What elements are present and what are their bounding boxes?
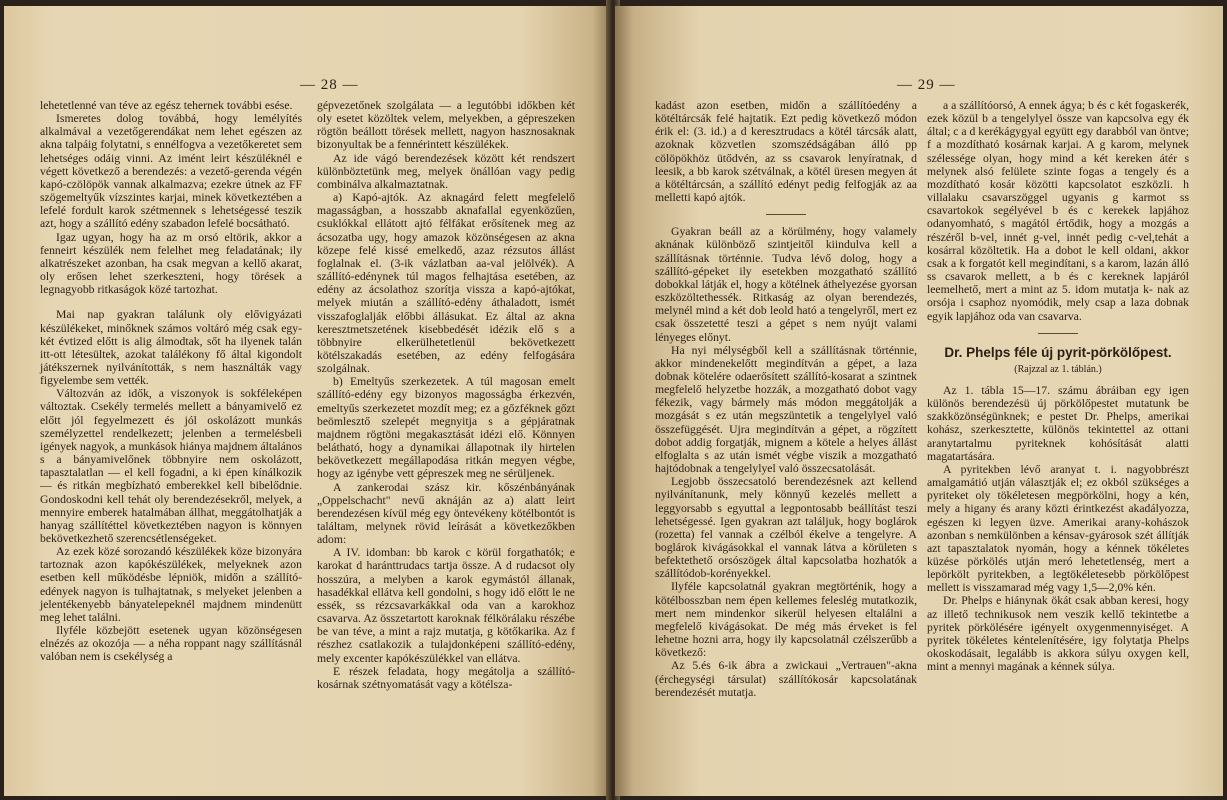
- paragraph: gépvezetőnek szolgálata — a legutóbbi időkben két oly esetet közöltek velem, melyekben, a gépreszeken rögtön beállott törések mellett, nagyon hasznosaknak bizonyultak be a fennérintett készülékek.: [317, 99, 575, 152]
- paragraph: Ilyféle közbejött esetenek ugyan közönségesen elnézés az okozója — a néha roppant nagy szállításnál valóban nem is csekélység a: [40, 624, 302, 664]
- paragraph: a a szállítóorsó, A ennek ágya; b és c két fogaskerék, ezek közül b a tengelylyel össze van kapcsolva egy ék által; c a d kerékágygyal együtt egy darabból van öntve; f a mozdítható kosárnak karjai. A g karom, melynek szélessége olyan, hogy mind a két kereken átér s melynek alsó felülete szinte fogas a tengely és a mozdítható kosár közötti kapcsolatot eszközli. h villalaku csavarszöggel ugyanis g karmot ss csavartokok segélyével b és c kerekek lapjához odanyomható, s magától értődik, hogy a mozgás a részéről b-vel, innét g-vel, innét pedig c-vel,tehát a kosárral közöltetik. Ha a dobot le kell oldani, akkor csak a k forgatót kell megindítani, s a karom, lazán álló ss csavarok mellett, a b és c kereknek lapjáról leemelhető, mert a mint az 5. idom mutatja k- nak az orsója i csaphoz nyomódik, mely csap a laza dobnak egyik lapjához oda van csavarva.: [927, 99, 1190, 323]
- paragraph: Igaz ugyan, hogy ha az m orsó eltörik, akkor a fenneirt készülék nem felelhet meg feladatának; ily alkatrészeket azonban, ha csak megvan a kellő akarat, oly erősen lehet szerkeszteni, hogy törések a legnagyobb ritkaságok közé tartozhat.: [40, 230, 302, 297]
- article-subtitle: (Rajzzal az 1. táblán.): [1014, 363, 1102, 375]
- paragraph: Az ezek közé sorozandó készülékek köze bizonyára tartoznak azon kapókészülékek, melyeknek azon esetben kell működésbe lépniök, midőn a szállító-edények nagyon is tulhajtatnak, s melyeket jelenben a jelentékenyebb bányatelepeknél majdnem mindenütt meg lehet találni.: [40, 545, 302, 624]
- page-number: — 29 —: [897, 77, 956, 93]
- paragraph: Mai nap gyakran találunk oly elővigyázati készülékeket, minőknek számos voltáró még csak egy-két évtized előtt is alig álmodtak, sőt ha ilyenek talán itt-ott létesültek, azokat találékony fő által kigondolt játékszernek nyilvánították, s nem használták vagy figyelembe sem vették.: [40, 308, 302, 388]
- paragraph: Változván az idők, a viszonyok is sokféleképen változtak. Csekély termelés mellett a bányamivelő ez előtt jól fegyelmezett és jól oskolázott munkás személyzettel rendelkezett; jelenben a termelésbeli igények nagyok, a munkások hiánya majdnem általános s a bányamivelőnek többnyire nem oskolázott, tapasztalatlan — el kell fogadni, a ki épen kínálkozik — és ritkán megbízható emberekkel kell bibelődnie. Gondoskodni kell tehát oly berendezésekről, melyek, a mennyire emberek hatalmában állhat, meggátolhatják a hanyag szállítéttel következtében nagyon is könnyen bekövetkezhető szerencsétlenségeket.: [40, 387, 302, 545]
- paragraph: Az ide vágó berendezések között két rendszert különböztetünk meg, melyek önállóan vagy pedig combinálva alkalmaztatnak.: [317, 151, 575, 191]
- left-page: [4, 6, 611, 796]
- paragraph: Az 1. tábla 15—17. számu ábráiban egy igen különös berendezésü új pörkölőpestet mutatunk be szakközönségünknek; e pestet Dr. Phelps, amerikai kohász, szerkesztette, különös tekintettel az ottani aranytartalmu pyriteknek kohósítását alatti magatartására.: [927, 383, 1189, 463]
- paragraph: A zankerodai szász kir. kőszénbányának „Oppelschacht" nevű aknáján az a) alatt leirt berendezésen kívül még egy öntevékeny kötélbontót is találtam, melynek rövid leírását a következőkben adom:: [317, 480, 575, 547]
- paragraph: Az 5.és 6-ik ábra a zwickaui „Vertrauen"-akna (érchegységi társulat) szállítókosár kapcsolatának berendezését mutatja.: [655, 659, 917, 699]
- paragraph: Ismeretes dolog továbbá, hogy lemélyítés alkalmával a vezetőgerendákat nem lehet egészen az akna talpáig folytatni, s ennélfogva a vezetőkeretet sem lehetséges odáig vinni. Az imént leirt készüléknél e végett következő a berendezés: a vezető-gerenda végén kapó-czölöpök vannak alkalmazva; ezekre útnek az FF szögemeltyűk vízszintes karjai, minek következtében a lefelé fordult karok szétmennek s lehetségessé teszik azt, hogy a szállító edény szabadon lefelé bocsátható.: [40, 112, 302, 231]
- paragraph: a) Kapó-ajtók. Az aknagárd felett megfelelő magasságban, a hosszabb aknafallal egyenközűen, csuklókkal ellátott ajtó félfákat erősítenek meg az ácsozatba ugy, hogy amazok közönségesen az akna közepe felé kissé emelkedő, azaz rézsutos állást foglalnak el. (3-ik vázlatban aa-val jelölvék). A szállító-edénynek túl magos felhajtása esetében, az edény az ácsolathoz szorítja vissza a kapó-ajtókat, melyek miután a szállító-edény áthaladott, ismét visszafoglalják előbbi állásukat. Ez által az akna keresztmetszetének kisebbedését idézik elő s a többnyire elkerülhetetlenül bekövetkezett kötélszakadás esetében, az edény felfogására szolgálnak.: [317, 191, 575, 376]
- paragraph: A IV. idomban: bb karok c körül forgathatók; e karokat d haránttrudacs tartja össze. A d rudacsot oly hosszúra, a melyben a karok egymástól állanak, hasadékkal ellátva kell gondolni, s hogy idő előtt le ne essék, ss rézcsavarkákkal oda van a karokhoz csavarva. Az összetartott karoknak félkörálaku részébe be van téve, a mint a rajz mutatja, g kötőkarika. Az f részhez csatlakozik a tulajdonképeni szállító-edény, mely excenter kapókészülékkel van ellátva.: [317, 546, 575, 665]
- right-page: [615, 6, 1223, 796]
- article-title: Dr. Phelps féle új pyrit-pörkölőpest.: [944, 344, 1172, 360]
- paragraph: Ha nyi mélységből kell a szállításnak történnie, akkor mindenekelőtt megindítván a gépet, a laza dobnak kötelére odaerősített szállító-kosarat a szintnek megfelelő helyzetbe hozzák, a mozgatható dobot vagy fékezik, vagy bármely más módon meggátolják a mozgását s ez után megszüntetik a tengelylyel való összefüggését. Ujra megindítván a gépet, a rögzített dobot addig forgatják, mignem a kötele a helyes állást elfoglalta s az után ismét végbe viszik a mozgatható hajtódobnak a tengelylyel való összecsatolását.: [655, 343, 917, 476]
- paragraph: Gyakran beáll az a körülmény, hogy valamely aknának különböző szintjeitől kiindulva kell a szállításnak történnie. Tudva lévő dolog, hogy a szállító-gépeket ily esetekben mozgatható szállító dobokkal látják el, hogy a kötélnek áthelyezése gyorsan eszközöltethessék. Ritkaság az olyan berendezés, melynél mind a két dob leold ható a tengelyről, mert ez csak összetetté teszi a gépet s nem nyújt valami lényeges előnyt.: [655, 225, 917, 344]
- text-column-left: [655, 99, 917, 699]
- text-column-right: [927, 99, 1189, 673]
- paragraph: E részek feladata, hogy megátolja a szállító-kosárnak szétnyomatását vagy a kötélsza-: [317, 664, 575, 691]
- page-number: — 28 —: [300, 77, 359, 93]
- paragraph: Dr. Phelps e hiánynak ökát csak abban keresi, hogy az illető technikusok nem veszik kellő tekintetbe a pyritek pörkölésére igényelt oxygenmennyiséget. A pyritek tökéletes kéntelenítésére, igy folytatja Phelps okoskodásait, legalább is akkora súlyu oxygen kell, mint a mennyi magának a kénnek súlya.: [927, 594, 1189, 674]
- text-column-right: [317, 99, 575, 691]
- paragraph: Legjobb összecsatoló berendezésnek azt kellend nyilvánítanunk, mely könnyű kezelés mellett a leggyorsabb s egyuttal a legpontosabb beállítást teszi lehetségessé. Igen gyakran azt találjuk, hogy boglárok (rozetta) fel vannak a czélból ékelve a tengelyre. A boglárok kivágásokkal el vannak látva a körületen s befektethető orsószögek által kapcsolatba hozhatók a szállítódob-korényekkel.: [655, 475, 917, 581]
- paragraph: lehetetlenné van téve az egész tehernek további esése.: [40, 99, 293, 112]
- section-divider: [766, 214, 806, 215]
- paragraph: Ilyféle kapcsolatnál gyakran megtörténik, hogy a kötélbosszban nem épen kellemes feleslég mutatkozik, mert nem mindenkor sikerül helyesen eltalálni a megfelelő kivágásokat. De még más érveket is fel lehetne hozni arra, hogy ily kapcsolatnál czélszerűbb a következő:: [655, 580, 917, 660]
- paragraph: A pyritekben lévő aranyat t. i. nagyobbrészt amalgamátió utján választják el; ez okból szükséges a pyriteket oly tökéletesen megpörkölni, hogy a kén, mely a higany és arany közti érintkezést akadályozza, egészen ki legyen üzve. Amerikai arany-kohászok azonban s nemkülönben a kénsav-gyárosok szét állítják azt tapasztalatok nyomán, hogy a kénnek tökéletes küzése pörkölés utján meró lehetetlenség, mert a lepörkölt pyritekben, a legtökéletesebb pörkölőpest mellett is visszamarad még vagy 1,5—2,0% kén.: [927, 462, 1189, 595]
- text-column-left: [40, 99, 302, 664]
- paragraph: kadást azon esetben, midőn a szállítóedény a kötéltárcsák felé hajtatik. Ezt pedig következő módon érik el: (3. id.) a d keresztrudacs a kötél tárcsák alatt, azoknak közvetlen szomszédságában álló pp cölöpökhöz ütődvén, az ss csavarok lenyíratnak, d leesik, a bb karok szétválnak, a kötél üresen megyen át a kötéltárcsán, a szállító edényt pedig felfogják az aa melletti kapó ajtók.: [655, 99, 917, 205]
- paragraph: b) Emeltyűs szerkezetek. A túl magosan emelt szállító-edény egy bizonyos magosságba érkezvén, emeltyűs szerkezetet mozdít meg; ez a gőzféknek gőzt beömlesztő szelepét megnyitja s a gépjáratnak majdnem rögtöni megakasztását idézi elő. Könnyen belátható, hogy a dynamikai állapotnak ily hirtelen bekövetkezett megállapodása ritkán megyen végbe, hogy az igénybe vett gépreszek meg ne sérüljenek.: [317, 375, 575, 481]
- section-divider: [1038, 333, 1078, 334]
